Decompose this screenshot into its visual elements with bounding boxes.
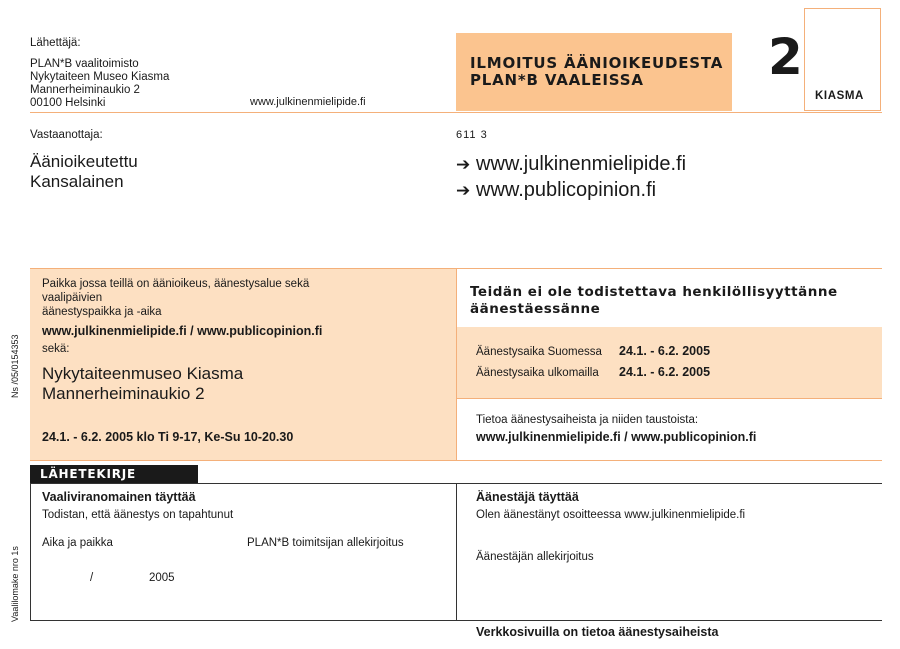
recipient-label: Vastaanottaja: <box>30 129 103 141</box>
sender-line: 00100 Helsinki <box>30 97 106 109</box>
recipient-line2: Kansalainen <box>30 172 124 191</box>
sender-url[interactable]: www.julkinenmielipide.fi <box>250 96 366 108</box>
id-heading <box>470 284 870 318</box>
footer-note: Verkkosivuilla on tietoa äänestysaiheista <box>476 625 719 639</box>
recipient-line1: Äänioikeutettu <box>30 152 138 171</box>
notice-title <box>470 55 723 89</box>
id-heading-line1: Teidän ei ole todistettava henkilöllisyyttänne <box>470 284 838 300</box>
link-julkinenmielipide[interactable]: www.julkinenmielipide.fi <box>476 153 687 175</box>
polling-venue <box>42 364 243 404</box>
voting-time-value: 24.1. - 6.2. 2005 <box>619 365 711 379</box>
link-publicopinion[interactable]: www.publicopinion.fi <box>476 179 657 201</box>
voting-time-value: 24.1. - 6.2. 2005 <box>619 344 711 358</box>
polling-intro-line2: äänestyspaikka ja -aika <box>42 306 162 318</box>
polling-intro <box>42 277 372 319</box>
sender-line: Mannerheiminaukio 2 <box>30 84 140 96</box>
voting-time-row <box>476 344 776 360</box>
official-heading: Vaaliviranomainen täyttää <box>42 490 196 504</box>
sender-line: PLAN*B vaalitoimisto <box>30 58 139 70</box>
polling-urls[interactable]: www.julkinenmielipide.fi / www.publicopinion.fi <box>42 324 323 338</box>
form-tab-label: LÄHETEKIRJE <box>30 465 198 483</box>
link-row-2[interactable] <box>456 178 656 203</box>
link-row-1[interactable] <box>456 152 686 177</box>
venue-line1: Nykytaiteenmuseo Kiasma <box>42 364 244 383</box>
info-bottom-divider <box>30 460 882 461</box>
notice-title-line1: ILMOITUS ÄÄNIOIKEUDESTA <box>470 54 724 72</box>
arrow-right-icon: ➔ <box>456 181 471 200</box>
date-year: 2005 <box>149 572 175 584</box>
voter-signature-field[interactable]: Äänestäjän allekirjoitus <box>476 551 594 563</box>
kiasma-label: KIASMA <box>815 90 864 102</box>
more-info-urls[interactable]: www.julkinenmielipide.fi / www.publicopinion.fi <box>476 430 757 444</box>
voter-heading: Äänestäjä täyttää <box>476 490 579 504</box>
polling-intro-line1: Paikka jossa teillä on äänioikeus, äänestysalue sekä vaalipäivien <box>42 278 310 304</box>
sender-line: Nykytaiteen Museo Kiasma <box>30 71 170 83</box>
voting-time-divider <box>457 398 882 399</box>
venue-line2: Mannerheiminaukio 2 <box>42 384 205 403</box>
reference-code: 611 3 <box>456 129 488 141</box>
official-statement: Todistan, että äänestys on tapahtunut <box>42 509 234 521</box>
polling-seka: sekä: <box>42 343 70 355</box>
notice-title-line2: PLAN*B VAALEISSA <box>470 71 644 89</box>
voting-time-row <box>476 365 776 381</box>
id-heading-line2: äänestäessänne <box>470 301 601 317</box>
voting-time-label: Äänestysaika ulkomailla <box>476 367 599 379</box>
voter-form-bottom-border <box>457 620 882 621</box>
arrow-right-icon: ➔ <box>456 155 471 174</box>
recipient-name <box>30 152 138 192</box>
header-divider <box>30 112 882 113</box>
more-info-label: Tietoa äänestysaiheista ja niiden taustoista: <box>476 414 699 426</box>
voting-time-label: Äänestysaika Suomessa <box>476 346 602 358</box>
side-code-text: Ns /05/0154353 <box>10 334 20 398</box>
voter-statement: Olen äänestänyt osoitteessa www.julkinenmielipide.fi <box>476 509 746 521</box>
sender-label: Lähettäjä: <box>30 37 81 49</box>
time-place-field[interactable]: Aika ja paikka <box>42 537 113 549</box>
date-slash: / <box>90 572 94 584</box>
side-form-number-text: Vaalilomake nro 1s <box>10 546 20 622</box>
sender-block <box>30 37 169 110</box>
voting-time-panel <box>457 327 882 398</box>
form-number: 2 <box>768 28 803 86</box>
polling-dates: 24.1. - 6.2. 2005 klo Ti 9-17, Ke-Su 10-20.30 <box>42 430 294 444</box>
official-signature-field[interactable]: PLAN*B toimitsijan allekirjoitus <box>247 537 404 549</box>
